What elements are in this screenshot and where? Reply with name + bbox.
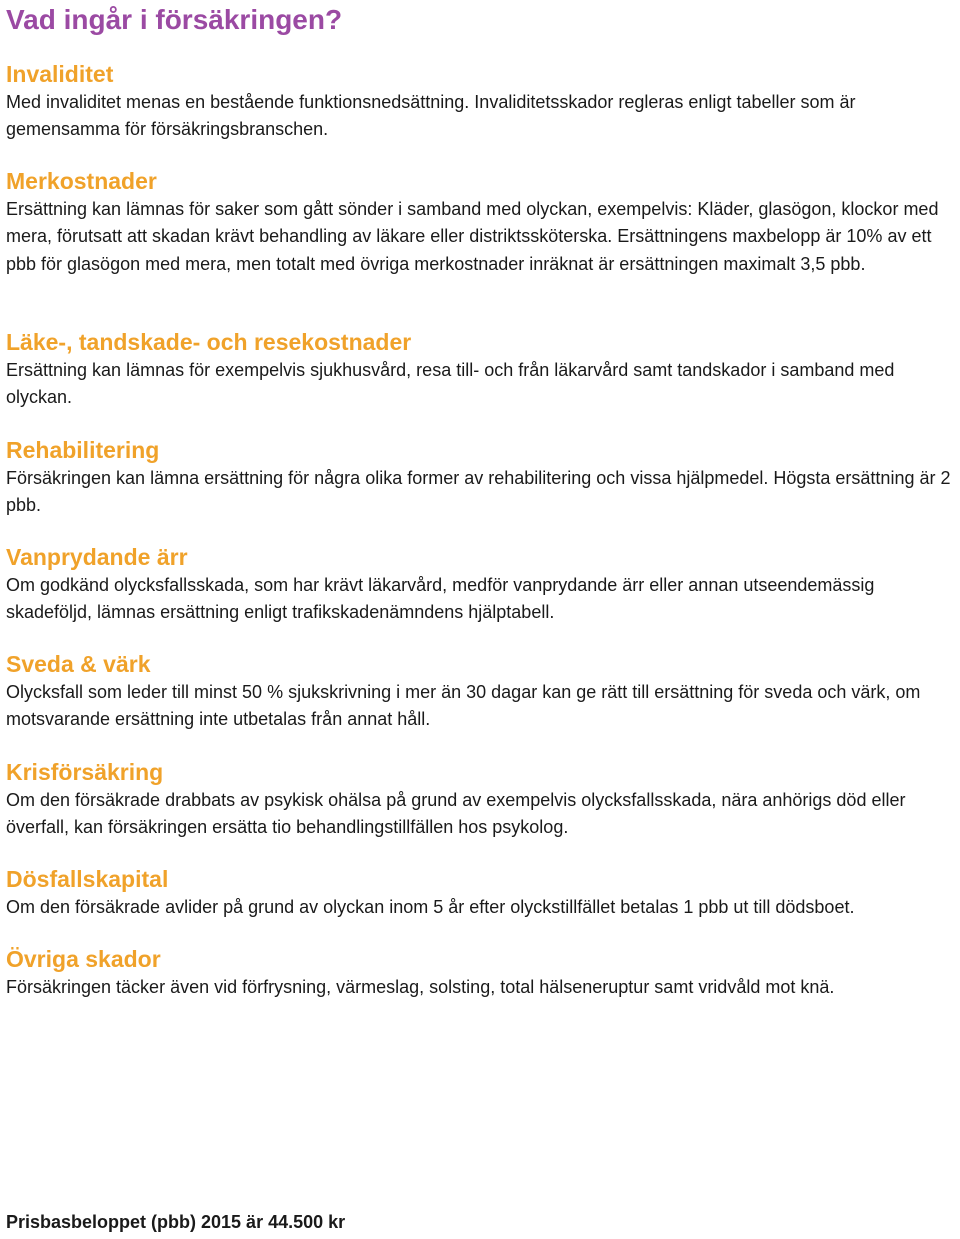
section-body: Olycksfall som leder till minst 50 % sjukskrivning i mer än 30 dagar kan ge rätt till ersättning för sveda och värk, om motsvarande ersättning inte utbetalas från annat håll. bbox=[6, 682, 921, 730]
section-sveda-vark bbox=[6, 649, 958, 734]
section-body: Om godkänd olycksfallsskada, som har krävt läkarvård, medför vanprydande ärr eller annan utseendemässig skadeföljd, lämnas ersättning enligt trafikskadenämndens hjälptabell. bbox=[6, 575, 875, 623]
page-title: Vad ingår i försäkringen? bbox=[6, 4, 343, 35]
section-rehabilitering bbox=[6, 435, 958, 520]
section-heading: Dösfallskapital bbox=[6, 866, 169, 892]
section-body: Om den försäkrade avlider på grund av olyckan inom 5 år efter olyckstillfället betalas 1 pbb ut till dödsboet. bbox=[6, 897, 855, 917]
section-body: Försäkringen täcker även vid förfrysning, värmeslag, solsting, total hälseneruptur samt vridvåld mot knä. bbox=[6, 977, 835, 997]
section-ovriga-skador bbox=[6, 944, 958, 1001]
section-heading: Krisförsäkring bbox=[6, 759, 164, 785]
section-heading: Vanprydande ärr bbox=[6, 544, 188, 570]
section-dosfallskapital bbox=[6, 864, 958, 921]
section-vanprydande-arr bbox=[6, 542, 958, 627]
section-heading: Invaliditet bbox=[6, 61, 114, 87]
section-invaliditet bbox=[6, 59, 958, 144]
section-krisforsakring bbox=[6, 757, 958, 842]
section-body: Ersättning kan lämnas för exempelvis sjukhusvård, resa till- och från läkarvård samt tandskador i samband med olyckan. bbox=[6, 360, 895, 408]
section-heading: Läke-, tandskade- och resekostnader bbox=[6, 329, 412, 355]
footer-note: Prisbasbeloppet (pbb) 2015 är 44.500 kr bbox=[6, 1212, 346, 1232]
section-body: Ersättning kan lämnas för saker som gått sönder i samband med olyckan, exempelvis: Kläder, glasögon, klockor med mera, förutsatt att skadan krävt behandling av läkare eller distriktssköterska. Ersättningens maxbelopp är 10% av ett pbb för glasögon med mera, men totalt med övriga merkostnader inräknat är ersättningen maximalt 3,5 pbb. bbox=[6, 199, 939, 274]
section-body: Försäkringen kan lämna ersättning för några olika former av rehabilitering och vissa hjälpmedel. Högsta ersättning är 2 pbb. bbox=[6, 468, 951, 516]
section-heading: Rehabilitering bbox=[6, 437, 160, 463]
section-merkostnader bbox=[6, 166, 958, 278]
section-heading: Merkostnader bbox=[6, 168, 157, 194]
section-heading: Sveda & värk bbox=[6, 651, 151, 677]
section-lake-tandskade-resekostnader bbox=[6, 327, 958, 412]
section-heading: Övriga skador bbox=[6, 946, 161, 972]
section-body: Om den försäkrade drabbats av psykisk ohälsa på grund av exempelvis olycksfallsskada, nära anhörigs död eller överfall, kan försäkringen ersätta tio behandlingstillfällen hos psykolog. bbox=[6, 790, 906, 838]
section-body: Med invaliditet menas en bestående funktionsnedsättning. Invaliditetsskador regleras enligt tabeller som är gemensamma för försäkringsbranschen. bbox=[6, 92, 856, 140]
